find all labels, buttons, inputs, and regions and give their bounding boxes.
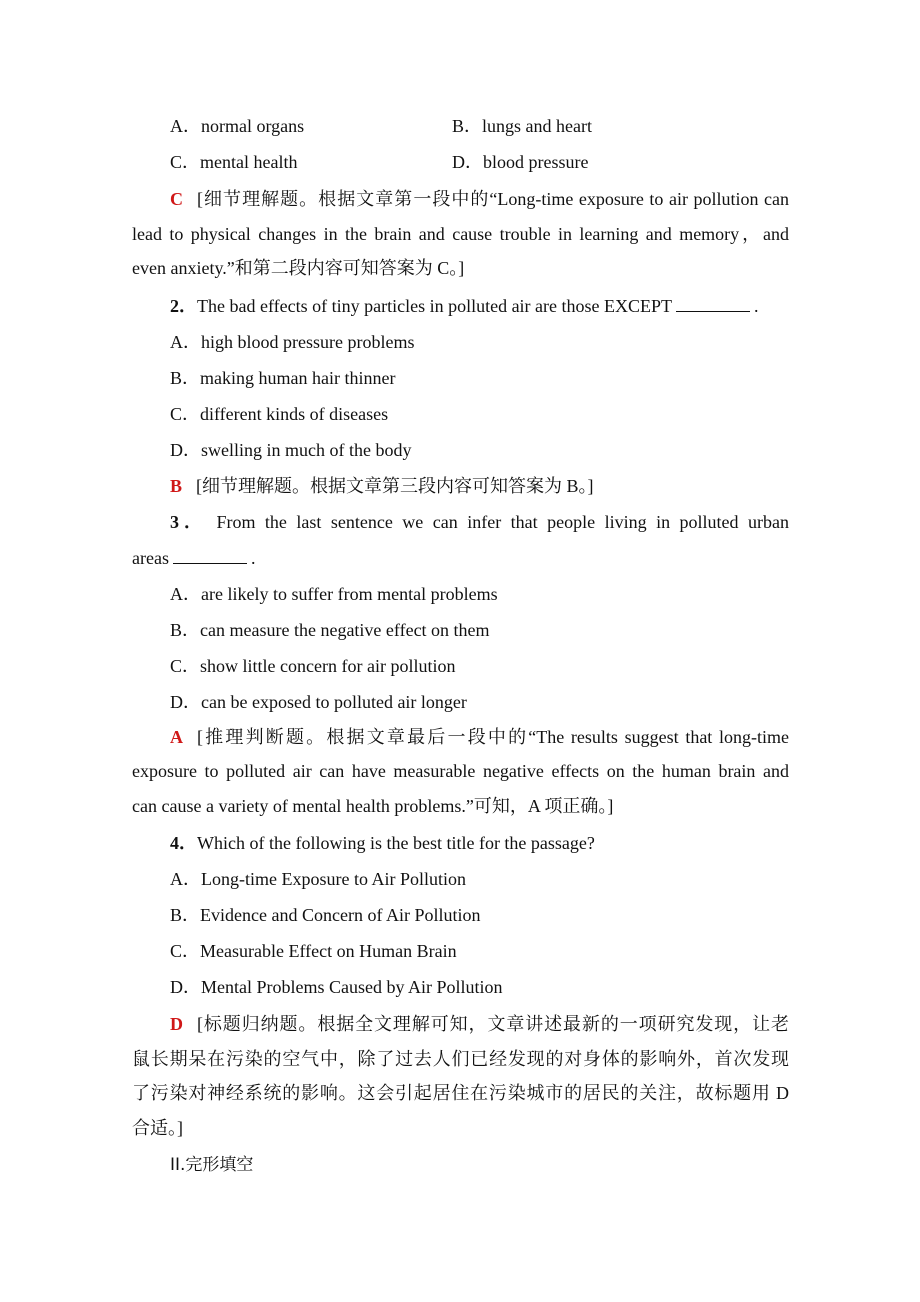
q1-options-row-1 <box>132 108 789 144</box>
q3-option-a <box>132 576 789 612</box>
question-text: Which of the following is the best title for the passage? <box>197 833 595 853</box>
explanation-line: can cause a variety of mental health problems.”可知，A 项正确。] <box>132 795 614 816</box>
question-number: 4． <box>170 833 197 853</box>
question-number: 3． <box>170 511 207 532</box>
q2-explanation <box>132 468 789 504</box>
option-letter: B． <box>170 367 201 388</box>
q3-option-c <box>132 648 789 684</box>
q4-option-b <box>132 897 789 933</box>
answer-blank <box>173 549 247 564</box>
option-letter: B． <box>452 116 483 136</box>
explanation-line: lead to physical changes in the brain and cause trouble in learning and memory，and <box>132 223 789 244</box>
q1-option-c <box>170 144 452 180</box>
q1-option-d <box>452 144 588 180</box>
q2-option-b <box>132 360 789 396</box>
explanation-line: [细节理解题。根据文章第一段中的“Long-time exposure to air pollution can <box>197 189 789 209</box>
explanation-line: 鼠长期呆在污染的空气中，除了过去人们已经发现的对身体的影响外，首次发现 <box>132 1048 789 1069</box>
option-text: are likely to suffer from mental problems <box>201 583 498 604</box>
option-text: normal organs <box>201 116 305 136</box>
option-letter: D． <box>452 152 483 172</box>
explanation-line: exposure to polluted air can have measurable negative effects on the human brain and <box>132 761 789 781</box>
question-end: . <box>754 295 759 316</box>
option-text: Measurable Effect on Human Brain <box>200 941 457 961</box>
q2-answer-letter: B <box>170 475 183 496</box>
option-letter: A． <box>170 116 201 136</box>
option-letter: D． <box>170 977 201 997</box>
q2-option-a <box>132 324 789 360</box>
document-page <box>132 108 789 1183</box>
option-text: different kinds of diseases <box>200 403 389 424</box>
q3-stem-line-1 <box>132 504 789 540</box>
option-text: Long-time Exposure to Air Pollution <box>201 869 466 889</box>
option-letter: D． <box>170 691 201 712</box>
option-letter: A． <box>170 331 201 352</box>
option-text: show little concern for air pollution <box>200 655 456 676</box>
option-letter: D． <box>170 439 201 460</box>
option-text: mental health <box>200 152 298 172</box>
option-letter: B． <box>170 619 201 640</box>
question-text: areas <box>132 547 169 568</box>
option-text: Mental Problems Caused by Air Pollution <box>201 977 503 997</box>
explanation-line: even anxiety.”和第二段内容可知答案为 C。] <box>132 258 465 278</box>
explanation-line: 合适。] <box>132 1117 183 1138</box>
q4-explanation <box>132 1007 789 1145</box>
q1-option-b <box>452 108 592 144</box>
q3-option-b <box>132 612 789 648</box>
question-text: The bad effects of tiny particles in polluted air are those EXCEPT <box>197 295 673 316</box>
option-text: high blood pressure problems <box>201 331 415 352</box>
option-letter: A． <box>170 869 201 889</box>
q1-options-row-2 <box>132 144 789 180</box>
option-text: can be exposed to polluted air longer <box>201 691 467 712</box>
q2-option-c <box>132 396 789 432</box>
q3-stem-line-2 <box>132 540 789 576</box>
option-letter: C． <box>170 152 201 172</box>
q1-option-a <box>170 108 452 144</box>
option-text: swelling in much of the body <box>201 439 412 460</box>
option-letter: C． <box>170 403 201 424</box>
q2-option-d <box>132 432 789 468</box>
q4-option-d <box>132 969 789 1005</box>
answer-blank <box>676 297 750 312</box>
q4-option-c <box>132 933 789 969</box>
explanation-line: [标题归纳题。根据全文理解可知，文章讲述最新的一项研究发现，让老 <box>197 1014 789 1034</box>
option-text: can measure the negative effect on them <box>200 619 490 640</box>
q2-stem <box>132 288 789 324</box>
q3-answer-letter: A <box>170 726 183 747</box>
q1-answer-letter: C <box>170 189 183 209</box>
option-letter: A． <box>170 583 201 604</box>
explanation-line: 了污染对神经系统的影响。这会引起居住在污染城市的居民的关注，故标题用 D <box>132 1083 789 1103</box>
q1-explanation <box>132 182 789 286</box>
section-title: II.完形填空 <box>170 1155 254 1175</box>
option-letter: C． <box>170 655 201 676</box>
question-number: 2． <box>170 295 197 316</box>
q3-explanation <box>132 720 789 824</box>
question-end: . <box>250 547 256 568</box>
q4-stem <box>132 825 789 861</box>
option-letter: B． <box>170 905 201 925</box>
option-text: lungs and heart <box>482 116 592 136</box>
option-letter: C． <box>170 941 201 961</box>
q4-answer-letter: D <box>170 1014 183 1034</box>
q4-option-a <box>132 861 789 897</box>
option-text: blood pressure <box>483 152 589 172</box>
option-text: Evidence and Concern of Air Pollution <box>200 905 481 925</box>
explanation-line: [推理判断题。根据文章最后一段中的“The results suggest that long-time <box>197 726 789 747</box>
explanation-line: [细节理解题。根据文章第三段内容可知答案为 B。] <box>196 475 594 496</box>
option-text: making human hair thinner <box>200 367 396 388</box>
question-text: From the last sentence we can infer that people living in polluted urban <box>216 511 790 532</box>
q3-option-d <box>132 684 789 720</box>
